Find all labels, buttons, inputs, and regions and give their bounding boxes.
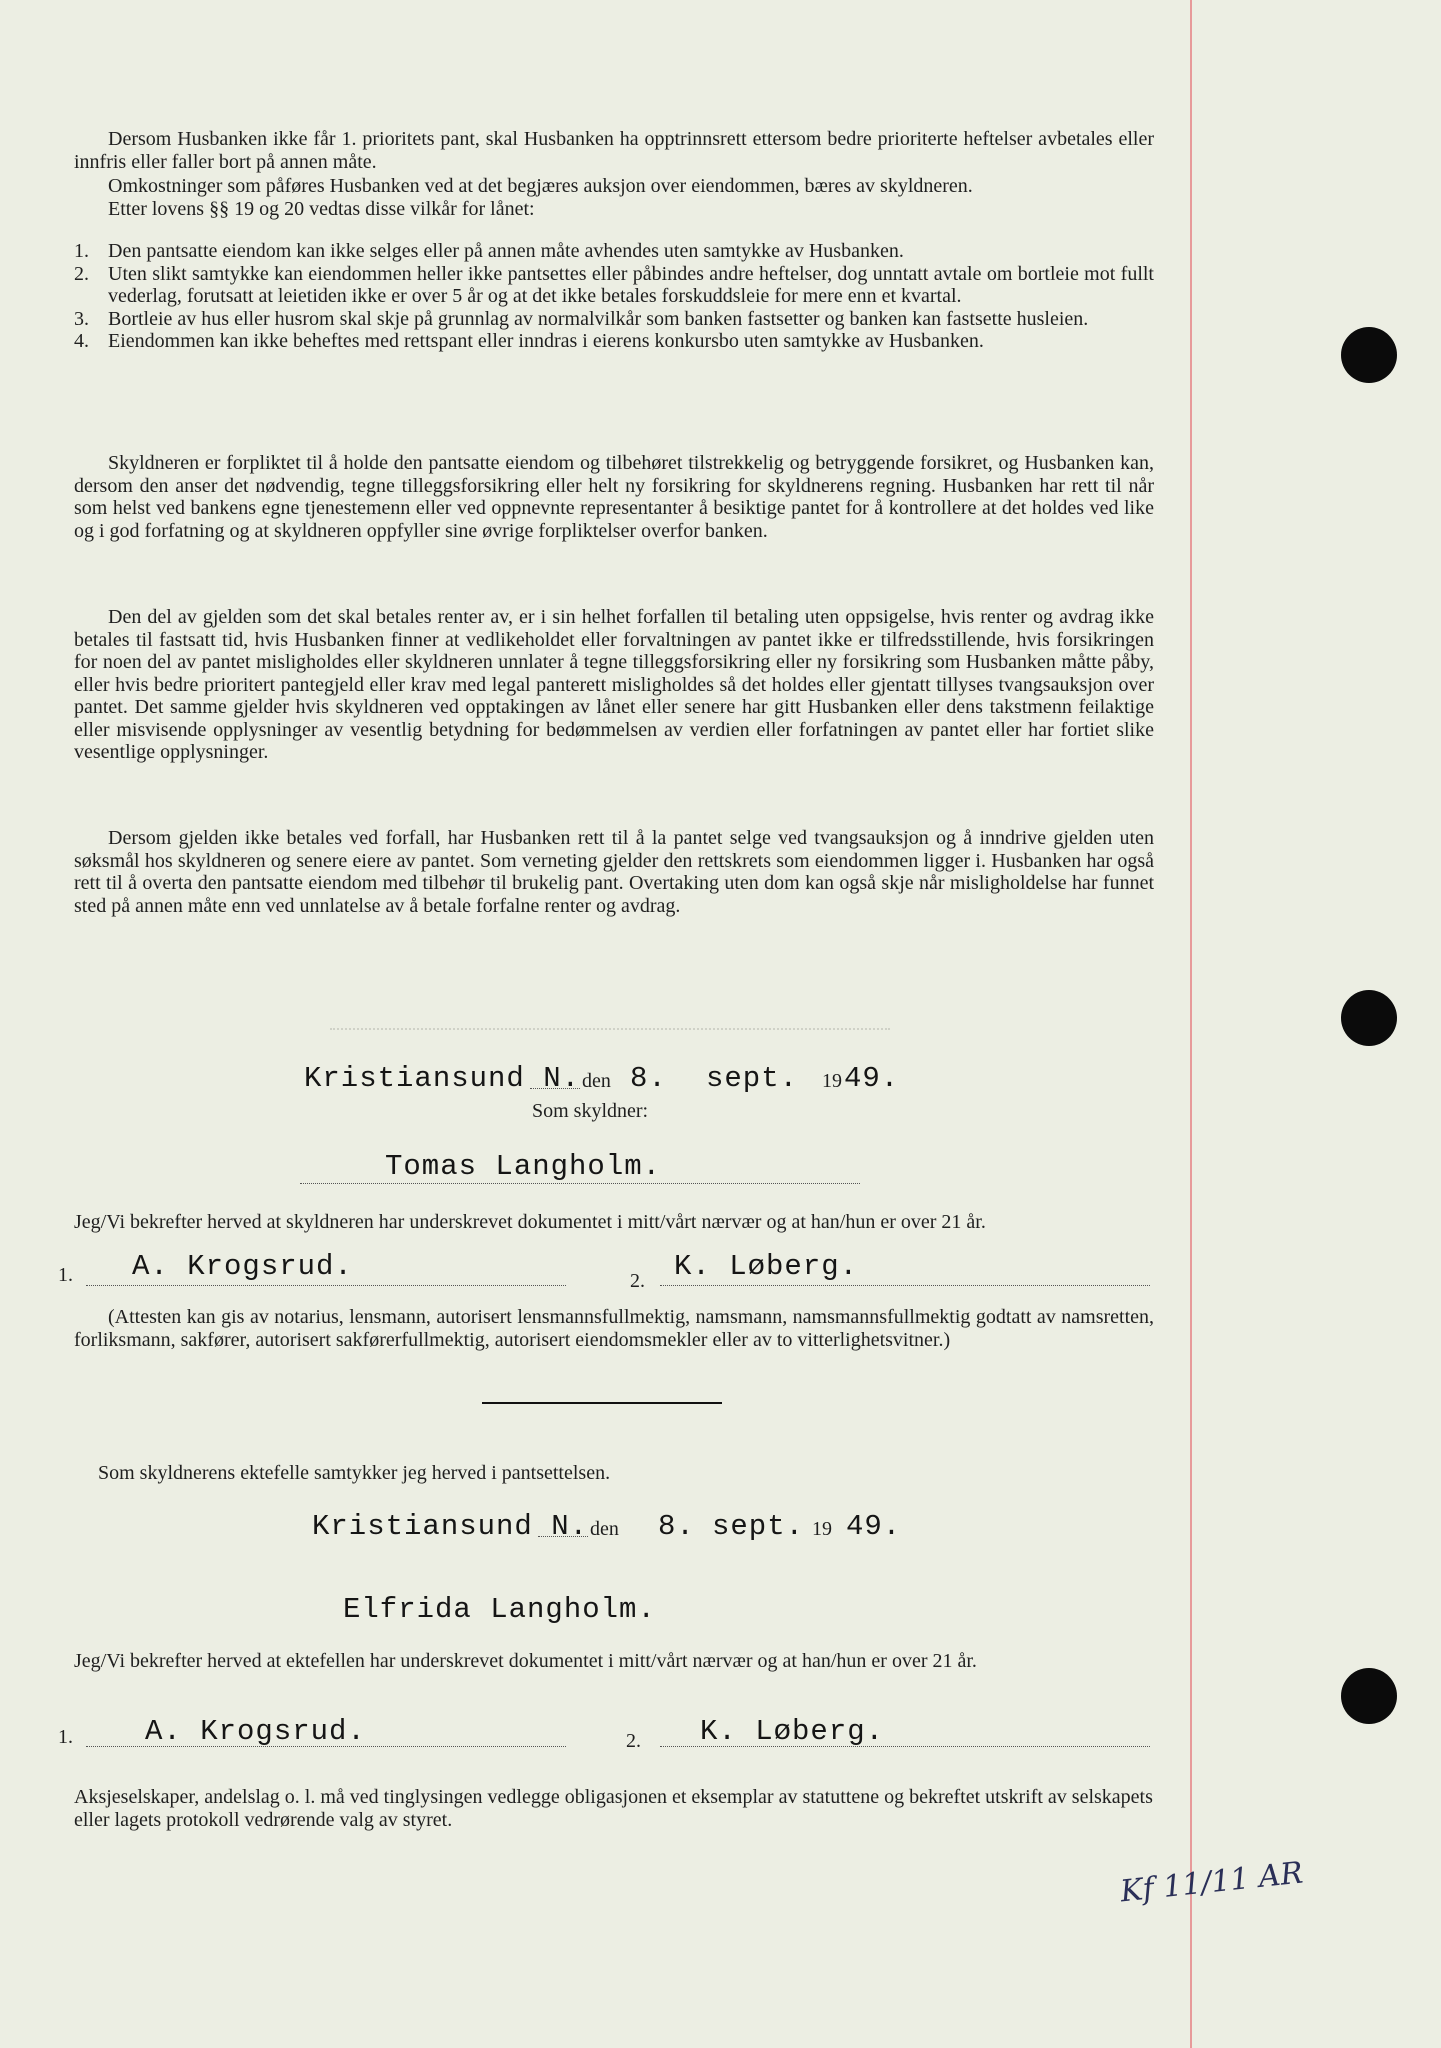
- dotted-line: [530, 1088, 580, 1089]
- sign1-day: 8.: [630, 1062, 667, 1095]
- sign1-year-prefix: 19: [822, 1070, 842, 1092]
- sign1-role: Som skyldner:: [532, 1100, 649, 1122]
- witness1-number: 1.: [58, 1726, 73, 1748]
- paragraph-default: Dersom gjelden ikke betales ved forfall, har Husbanken rett til å la pantet selge ved tvangsauksjon og å inndrive gjelden uten søksmål hos skyldneren og senere eiere av pantet. Som verneting gjelder den rettskrets som eiendommen ligger i. Husbanken har også rett til å overta den pantsatte eiendom med tilbehør til brukelig pant. Overtaking uten dom kan også skje når misligholdelse har funnet sted på annen måte enn ved unnlatelse av å betale forfalne renter og avdrag.: [74, 827, 1154, 917]
- list-item: 4. Eiendommen kan ikke beheftes med rettspant eller inndras i eierens konkursbo uten samtykke av Husbanken.: [74, 330, 984, 352]
- list-item: 1. Den pantsatte eiendom kan ikke selges eller på annen måte avhendes uten samtykke av Husbanken.: [74, 240, 904, 262]
- paragraph-due: Den del av gjelden som det skal betales renter av, er i sin helhet forfallen til betaling uten oppsigelse, hvis renter og avdrag ikke betales til fastsatt tid, hvis Husbanken finner at vedlikeholdet eller forvaltningen av pantet ikke er tilfredsstillende, hvis forsikringen for noen del av pantet misligholdes eller skyldneren unnlater å tegne tilleggsforsikring eller ny forsikring som Husbanken måtte påby, eller hvis bedre prioritert pantegjeld eller krav med legal panterett misligholdes så det holdes eller gjentatt tillyses tvangsauksjon over pantet. Det samme gjelder hvis skyldneren ved opptakingen av lånet eller senere har gitt Husbanken eller dens takstmenn feilaktige eller misvisende opplysninger av vesentlig betydning for bedømmelsen av verdien eller forfatningen av pantet eller har fortiet slike vesentlige opplysninger.: [74, 606, 1154, 763]
- list-item: 3. Bortleie av hus eller husrom skal skje på grunnlag av normalvilkår som banken fastsetter og banken kan fastsette husleien.: [74, 307, 1089, 330]
- sign2-witness1: A. Krogsrud.: [145, 1715, 366, 1748]
- signature-line: [86, 1285, 566, 1286]
- sign1-debtor-name: Tomas Langholm.: [385, 1150, 662, 1183]
- separator-line: [482, 1402, 722, 1404]
- margin-rule: [1190, 0, 1192, 2048]
- attest-note: (Attesten kan gis av notarius, lensmann, autorisert lensmannsfullmektig, namsmann, namsmannsfullmektig godtatt av namsretten, forliksmann, sakfører, autorisert sakførerfullmektig, autorisert eiendomsmekler eller av to vitterlighetsvitner.): [74, 1306, 1154, 1351]
- intro-costs: Omkostninger som påføres Husbanken ved at det begjæres auksjon over eiendommen, bæres av skyldneren.: [108, 175, 973, 197]
- sign2-witness2: K. Løberg.: [700, 1715, 885, 1748]
- intro-priority: Dersom Husbanken ikke får 1. prioritets pant, skal Husbanken ha opptrinnsrett ettersom bedre prioriterte heftelser avbetales eller innfris eller faller bort på annen måte.: [74, 128, 1154, 173]
- sign2-month: sept.: [712, 1510, 805, 1543]
- sign2-confirm: Jeg/Vi bekrefter herved at ektefellen har underskrevet dokumentet i mitt/vårt nærvær og at han/hun er over 21 år.: [74, 1650, 977, 1672]
- sign1-den: den: [582, 1070, 611, 1092]
- footer-note: Aksjeselskaper, andelslag o. l. må ved tinglysingen vedlegge obligasjonen et eksemplar av statuttene og bekreftet utskrift av selskapets eller lagets protokoll vedrørende valg av styret.: [74, 1786, 1153, 1831]
- spouse-consent: Som skyldnerens ektefelle samtykker jeg herved i pantsettelsen.: [98, 1462, 611, 1484]
- sign2-place: Kristiansund N.: [312, 1510, 589, 1543]
- punch-hole: [1341, 1668, 1397, 1724]
- witness2-number: 2.: [630, 1270, 645, 1292]
- punch-hole: [1341, 327, 1397, 383]
- sign2-spouse-name: Elfrida Langholm.: [343, 1593, 656, 1626]
- signature-line: [660, 1285, 1150, 1286]
- faint-strike-line: [330, 1018, 890, 1030]
- sign2-day: 8.: [658, 1510, 695, 1543]
- sign2-year: 49.: [846, 1510, 902, 1543]
- sign1-witness2: K. Løberg.: [674, 1250, 859, 1283]
- conditions-list: [74, 240, 1154, 353]
- sign1-place: Kristiansund N.: [304, 1062, 581, 1095]
- sign1-year: 49.: [844, 1062, 900, 1095]
- sign2-den: den: [590, 1518, 619, 1540]
- intro-terms: Etter lovens §§ 19 og 20 vedtas disse vilkår for lånet:: [108, 198, 535, 220]
- punch-hole: [1341, 990, 1397, 1046]
- sign1-month: sept.: [706, 1062, 799, 1095]
- witness2-number: 2.: [626, 1730, 641, 1752]
- list-item: 2. Uten slikt samtykke kan eiendommen heller ikke pantsettes eller påbindes andre heftelser, dog unntatt avtale om bortleie mot fullt vederlag, forutsatt at leietiden ikke er over 5 år og at det ikke betales forskuddsleie for mere enn et kvartal.: [74, 262, 1154, 307]
- witness1-number: 1.: [58, 1264, 73, 1286]
- sign1-confirm: Jeg/Vi bekrefter herved at skyldneren har underskrevet dokumentet i mitt/vårt nærvær og at han/hun er over 21 år.: [74, 1211, 986, 1233]
- handwritten-mark: Kf 11/11 AR: [1118, 1855, 1305, 1910]
- sign1-witness1: A. Krogsrud.: [132, 1250, 353, 1283]
- sign2-year-prefix: 19: [812, 1518, 832, 1540]
- paragraph-insurance: Skyldneren er forpliktet til å holde den pantsatte eiendom og tilbehøret tilstrekkelig og betryggende forsikret, og Husbanken kan, dersom den anser det nødvendig, tegne tilleggsforsikring eller helt ny forsikring for skyldnerens regning. Husbanken har rett til når som helst ved bankens egne tjenestemenn eller ved oppnevnte representanter å besiktige pantet for å kontrollere at det holdes ved like og i god forfatning og at skyldneren oppfyller sine øvrige forpliktelser overfor banken.: [74, 452, 1154, 542]
- dotted-line: [538, 1536, 588, 1537]
- signature-line: [300, 1183, 860, 1184]
